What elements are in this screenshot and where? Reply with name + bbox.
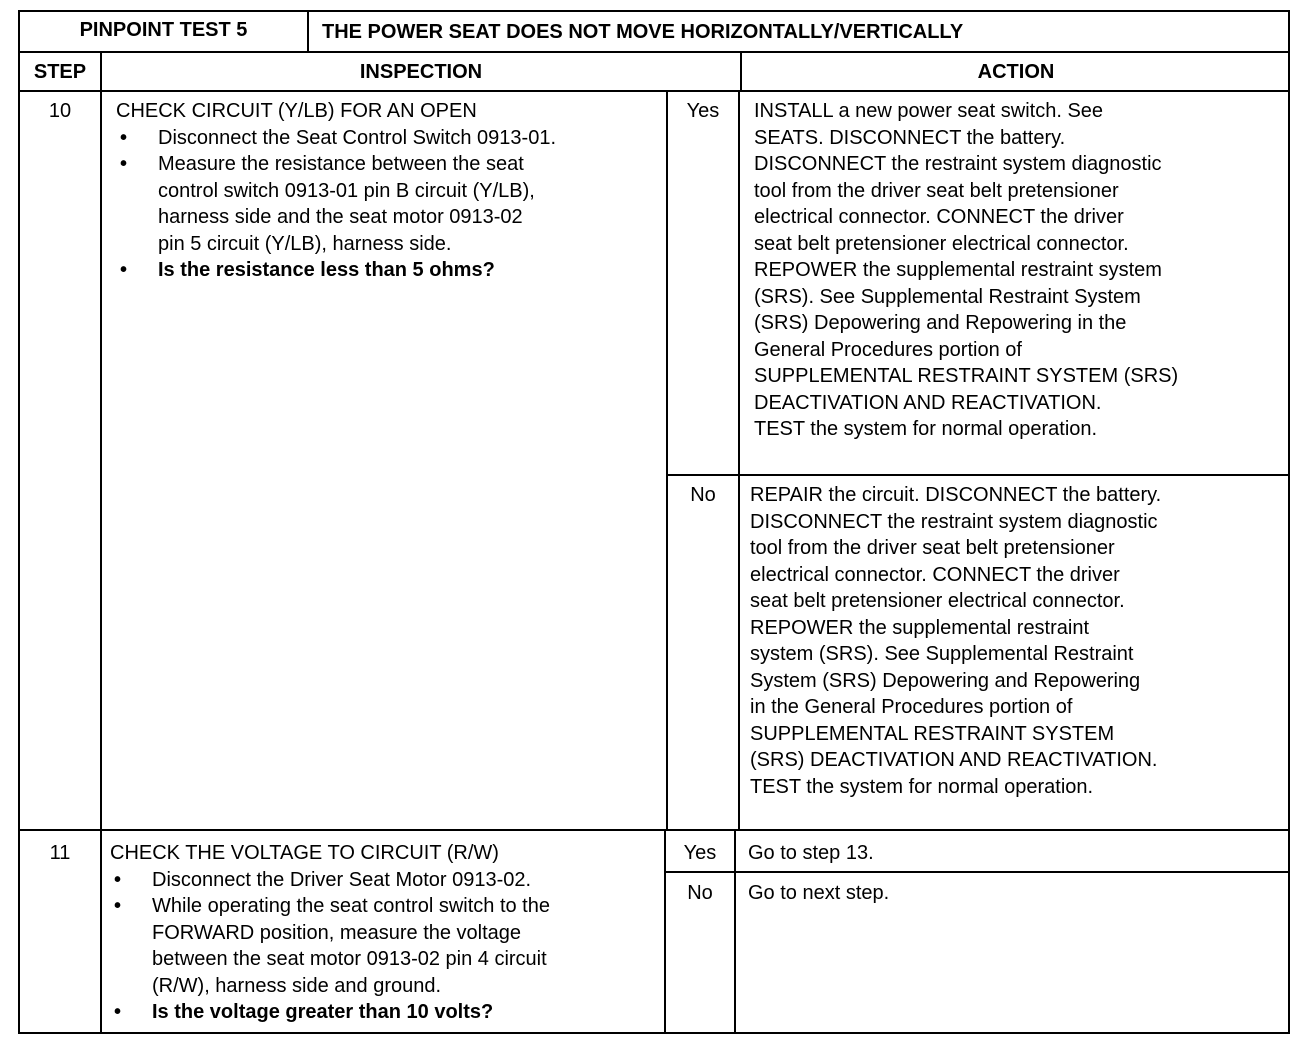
- action-line: Go to next step.: [748, 882, 890, 904]
- answer-yes: Yes: [686, 100, 720, 122]
- action-line: TEST the system for normal operation.: [754, 418, 1098, 440]
- action-line: REPOWER the supplemental restraint: [750, 616, 1090, 639]
- test-label: PINPOINT TEST 5: [79, 19, 248, 41]
- inspection-question: Is the resistance less than 5 ohms?: [158, 259, 495, 281]
- inspection-line: pin 5 circuit (Y/LB), harness side.: [158, 232, 452, 255]
- answer-no: No: [690, 484, 716, 506]
- bullet-icon: •: [114, 1001, 122, 1023]
- bullet-icon: •: [114, 895, 122, 917]
- inspection-line: Measure the resistance between the seat: [158, 153, 524, 175]
- action-line: INSTALL a new power seat switch. See: [754, 100, 1104, 122]
- list-item: [110, 999, 550, 1026]
- action-line: tool from the driver seat belt pretensioner: [750, 537, 1115, 559]
- action-line: SEATS. DISCONNECT the battery.: [754, 126, 1066, 149]
- divider-answer-col-10: [666, 91, 668, 830]
- action-line: system (SRS). See Supplemental Restraint: [750, 643, 1134, 665]
- action-line: seat belt pretensioner electrical connector.: [750, 590, 1125, 612]
- column-header-action: ACTION: [977, 61, 1055, 83]
- inspection-line: Disconnect the Seat Control Switch 0913-01.: [158, 126, 556, 149]
- column-header-inspection: INSPECTION: [359, 61, 483, 83]
- step-number: 11: [49, 842, 71, 864]
- action-yes: [748, 840, 874, 867]
- inspection-bullets: [110, 867, 550, 1026]
- inspection-line: control switch 0913-01 pin B circuit (Y/LB),: [158, 179, 535, 202]
- action-line: (SRS) DEACTIVATION AND REACTIVATION.: [750, 749, 1158, 771]
- inspection-line: harness side and the seat motor 0913-02: [158, 206, 523, 228]
- step-title: CHECK THE VOLTAGE TO CIRCUIT (R/W): [110, 842, 499, 864]
- action-line: TEST the system for normal operation.: [750, 775, 1094, 798]
- action-line: tool from the driver seat belt pretensioner: [754, 179, 1119, 202]
- step-number: 10: [48, 100, 72, 122]
- action-line: DEACTIVATION AND REACTIVATION.: [754, 391, 1102, 414]
- action-line: electrical connector. CONNECT the driver: [754, 206, 1124, 228]
- list-item: [116, 257, 556, 284]
- inspection-line: FORWARD position, measure the voltage: [152, 921, 522, 944]
- inspection-question: Is the voltage greater than 10 volts?: [152, 1001, 494, 1023]
- action-line: General Procedures portion of: [754, 338, 1022, 361]
- action-line: SUPPLEMENTAL RESTRAINT SYSTEM (SRS): [754, 365, 1179, 387]
- divider-step11-yes-no: [664, 871, 1290, 873]
- action-line: Go to step 13.: [748, 842, 874, 864]
- action-line: electrical connector. CONNECT the driver: [750, 563, 1120, 586]
- answer-no: No: [687, 882, 713, 904]
- inspection-line: between the seat motor 0913-02 pin 4 circuit: [152, 948, 547, 970]
- divider-step10-bottom: [18, 829, 1290, 831]
- step-inspection: [110, 840, 550, 1026]
- divider-label-title: [307, 10, 309, 52]
- divider-columns-bottom: [18, 90, 1290, 92]
- action-no: [748, 880, 889, 907]
- list-item: [116, 151, 556, 257]
- action-line: SUPPLEMENTAL RESTRAINT SYSTEM: [750, 722, 1115, 745]
- action-line: (SRS) Depowering and Repowering in the: [754, 312, 1127, 334]
- divider-action-col-11: [734, 830, 736, 1034]
- divider-step10-yes-no: [666, 474, 1290, 476]
- divider-action-col-10: [738, 91, 740, 830]
- list-item: [110, 893, 550, 999]
- column-header-step: STEP: [33, 61, 87, 83]
- divider-step-col: [100, 52, 102, 1034]
- action-line: (SRS). See Supplemental Restraint System: [754, 285, 1141, 308]
- bullet-icon: •: [114, 868, 122, 891]
- action-line: REPAIR the circuit. DISCONNECT the battery.: [750, 484, 1162, 506]
- bullet-icon: •: [120, 259, 128, 281]
- divider-header-bottom: [18, 51, 1290, 53]
- test-title: THE POWER SEAT DOES NOT MOVE HORIZONTALLY/VERTICALLY: [322, 21, 964, 43]
- inspection-bullets: [116, 125, 556, 284]
- action-line: seat belt pretensioner electrical connector.: [754, 232, 1129, 255]
- action-line: DISCONNECT the restraint system diagnostic: [750, 510, 1158, 533]
- list-item: [116, 125, 556, 152]
- action-line: in the General Procedures portion of: [750, 696, 1073, 718]
- bullet-icon: •: [120, 126, 128, 149]
- list-item: [110, 867, 550, 894]
- inspection-line: (R/W), harness side and ground.: [152, 974, 442, 997]
- bullet-icon: •: [120, 153, 128, 175]
- action-line: REPOWER the supplemental restraint system: [754, 259, 1162, 281]
- action-line: System (SRS) Depowering and Repowering: [750, 669, 1141, 692]
- action-yes: [754, 98, 1178, 443]
- step-inspection: [116, 98, 556, 284]
- action-line: DISCONNECT the restraint system diagnostic: [754, 153, 1162, 175]
- step-title: CHECK CIRCUIT (Y/LB) FOR AN OPEN: [116, 100, 477, 122]
- inspection-line: While operating the seat control switch to the: [152, 895, 550, 917]
- answer-yes: Yes: [683, 842, 717, 864]
- action-no: [750, 482, 1161, 800]
- inspection-line: Disconnect the Driver Seat Motor 0913-02.: [152, 868, 532, 891]
